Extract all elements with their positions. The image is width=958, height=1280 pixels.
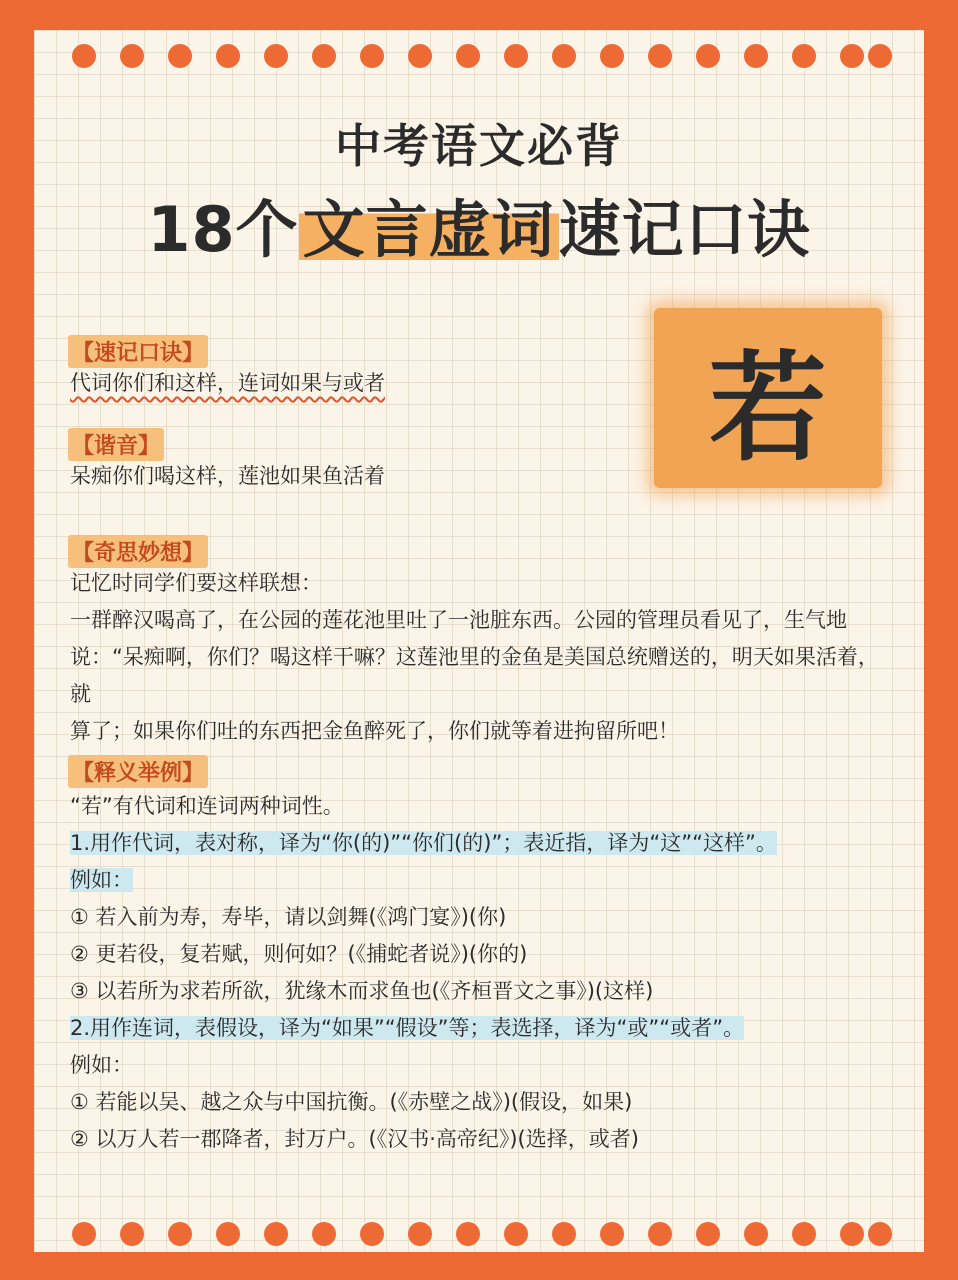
example-item: ① 若能以吴、越之众与中国抗衡。(《赤壁之战》)(假设，如果) <box>70 1090 633 1114</box>
example-label: 例如： <box>70 1053 133 1077</box>
example-label-text: 例如： <box>70 868 133 892</box>
featured-character-box <box>654 308 882 488</box>
examples-body <box>70 788 896 1158</box>
imagination-line: 说：“呆痴啊，你们？喝这样干嘛？这莲池里的金鱼是美国总统赠送的，明天如果活着，就 <box>70 645 879 706</box>
examples-intro: “若”有代词和连词两种词性。 <box>70 794 344 818</box>
examples-point2 <box>70 1010 896 1047</box>
example-item: ③ 以若所为求若所欲，犹缘木而求鱼也(《齐桓晋文之事》)(这样) <box>70 979 654 1003</box>
title-highlight: 文言虚词 <box>299 193 559 266</box>
mnemonic-label: 【速记口诀】 <box>68 335 208 368</box>
binder-holes-top <box>72 44 892 72</box>
page-title-line2 <box>34 180 924 269</box>
example-label <box>70 862 896 899</box>
examples-point1 <box>70 825 896 862</box>
point2-text: 2.用作连词，表假设，译为“如果”“假设”等；表选择，译为“或”“或者”。 <box>70 1016 745 1040</box>
imagination-body <box>70 565 896 750</box>
homophone-label: 【谐音】 <box>68 428 164 461</box>
imagination-line: 一群醉汉喝高了，在公园的莲花池里吐了一池脏东西。公园的管理员看见了，生气地 <box>70 608 847 632</box>
example-item: ① 若入前为寿，寿毕，请以剑舞(《鸿门宴》)(你) <box>70 905 507 929</box>
notebook-paper <box>34 30 924 1252</box>
example-item: ② 以万人若一郡降者，封万户。(《汉书·高帝纪》)(选择，或者) <box>70 1127 639 1151</box>
imagination-label: 【奇思妙想】 <box>68 535 208 568</box>
title-suffix: 速记口诀 <box>558 193 811 266</box>
imagination-intro: 记忆时同学们要这样联想： <box>70 571 322 595</box>
examples-label: 【释义举例】 <box>68 755 208 788</box>
point1-text: 1.用作代词，表对称，译为“你(的)”“你们(的)”；表近指，译为“这”“这样”。 <box>70 831 777 855</box>
example-item: ② 更若役，复若赋，则何如？(《捕蛇者说》)(你的) <box>70 942 528 966</box>
page-title-line1: 中考语文必背 <box>335 119 623 173</box>
title-prefix: 18个 <box>147 193 299 266</box>
homophone-text: 呆痴你们喝这样，莲池如果鱼活着 <box>70 464 385 488</box>
binder-holes-bottom <box>72 1222 892 1250</box>
mnemonic-text: 代词你们和这样，连词如果与或者 <box>70 371 385 395</box>
imagination-line: 算了；如果你们吐的东西把金鱼醉死了，你们就等着进拘留所吧！ <box>70 719 679 743</box>
featured-character: 若 <box>708 338 827 477</box>
